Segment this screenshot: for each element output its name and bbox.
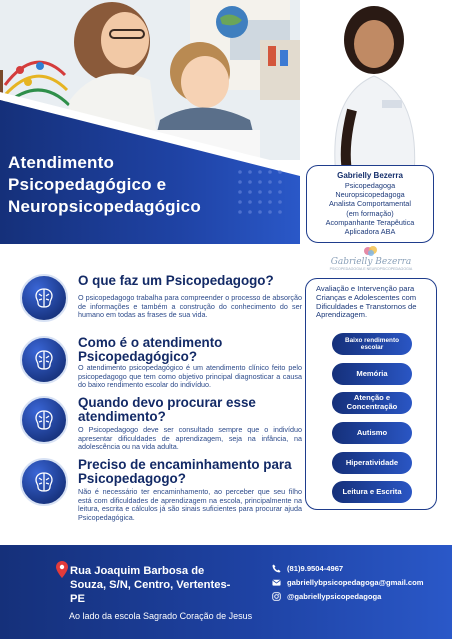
qa-heading: O que faz um Psicopedagogo?: [78, 273, 274, 288]
qa-body: O atendimento psicopedagógico é um atendimento clínico feito pelo psicopedagogo que tem como objetivo principal diagnosticar a causa do baixo rendimento escolar do indivíduo.: [78, 363, 302, 390]
profile-role: Analista Comportamental: [329, 199, 411, 209]
qa-body: O Psicopedagogo deve ser consultado sempre que o indivíduo apresentar dificuldades de aprendizagem, seja na infância, na adolescência ou na vida adulta.: [78, 425, 302, 452]
footer-address-note: Ao lado da escola Sagrado Coração de Jesus: [69, 611, 253, 621]
qa-heading: Preciso de encaminhamento para Psicopedagogo?: [78, 457, 292, 486]
qa-heading: Como é o atendimento Psicopedagógico?: [78, 335, 223, 364]
footer: [0, 545, 452, 639]
profile-role: Aplicadora ABA: [344, 227, 396, 237]
contact-instagram-text: @gabriellypsicopedagoga: [287, 591, 382, 601]
contact-phone-text: (81)9.9504-4967: [287, 563, 344, 573]
hero-title-line: Atendimento: [8, 153, 115, 172]
logo-subtitle: PSICOPEDAGOGIA E NEUROPSICOPEDAGOGIA: [329, 267, 413, 271]
profile-role: Acompanhante Terapêutica: [325, 217, 415, 227]
brain-icon: [20, 396, 68, 444]
profile-role: Neuropsicopedagoga: [335, 190, 405, 200]
profile-role: (em formação): [346, 208, 394, 218]
qa-body: Não é necessário ter encaminhamento, ao perceber que seu filho está com dificuldades de aprendizagem na escola, principalmente na leitura, escrita e cálculos já são sinais suficientes para procurar ajuda Psicopedagógica.: [78, 487, 302, 522]
brain-icon: [20, 336, 68, 384]
qa-body: O psicopedagogo trabalha para compreender o processo de absorção de informações e também a construção do conhecimento do ser humano em todas as frases de sua vida.: [78, 293, 302, 320]
service-leitura-escrita: Leitura e Escrita: [332, 481, 412, 503]
profile-role: Psicopedagoga: [344, 181, 396, 190]
profile-card: [306, 165, 434, 243]
hero-title-line: Neuropsicopedagógico: [8, 197, 201, 216]
map-pin-icon: [56, 561, 68, 578]
contact-phone[interactable]: [272, 562, 343, 574]
service-baixo-rendimento: Baixo rendimento escolar: [332, 333, 412, 355]
service-atencao: Atenção e Concentração: [332, 392, 412, 414]
brand-logo: [322, 245, 420, 275]
email-icon: [272, 578, 281, 587]
hero-title: [0, 140, 305, 245]
profile-name: Gabrielly Bezerra: [337, 171, 403, 180]
brain-icon: [20, 274, 68, 322]
service-autismo: Autismo: [332, 422, 412, 444]
contact-email-text: gabriellybpsicopedagoga@gmail.com: [287, 577, 424, 587]
logo-heart-icon: [361, 245, 381, 257]
contact-instagram[interactable]: [272, 590, 381, 602]
phone-icon: [272, 564, 281, 573]
service-hiperatividade: Hiperatividade: [332, 452, 412, 474]
brain-icon: [20, 458, 68, 506]
logo-text: Gabrielly Bezerra: [330, 257, 412, 267]
services-intro: Avaliação e Intervenção para Crianças e Adolescentes com Dificuldades e Transtornos de Aprendizagem.: [316, 284, 417, 320]
contact-email[interactable]: [272, 576, 424, 588]
services-panel: [305, 278, 437, 510]
footer-address: Rua Joaquim Barbosa de Souza, S/N, Centro, Vertentes-PE: [70, 565, 231, 605]
profile-portrait: [300, 0, 452, 176]
service-memoria: Memória: [332, 363, 412, 385]
hero-title-line: Psicopedagógico e: [8, 175, 167, 194]
qa-heading: Quando devo procurar esse atendimento?: [78, 395, 256, 424]
instagram-icon: [272, 592, 281, 601]
